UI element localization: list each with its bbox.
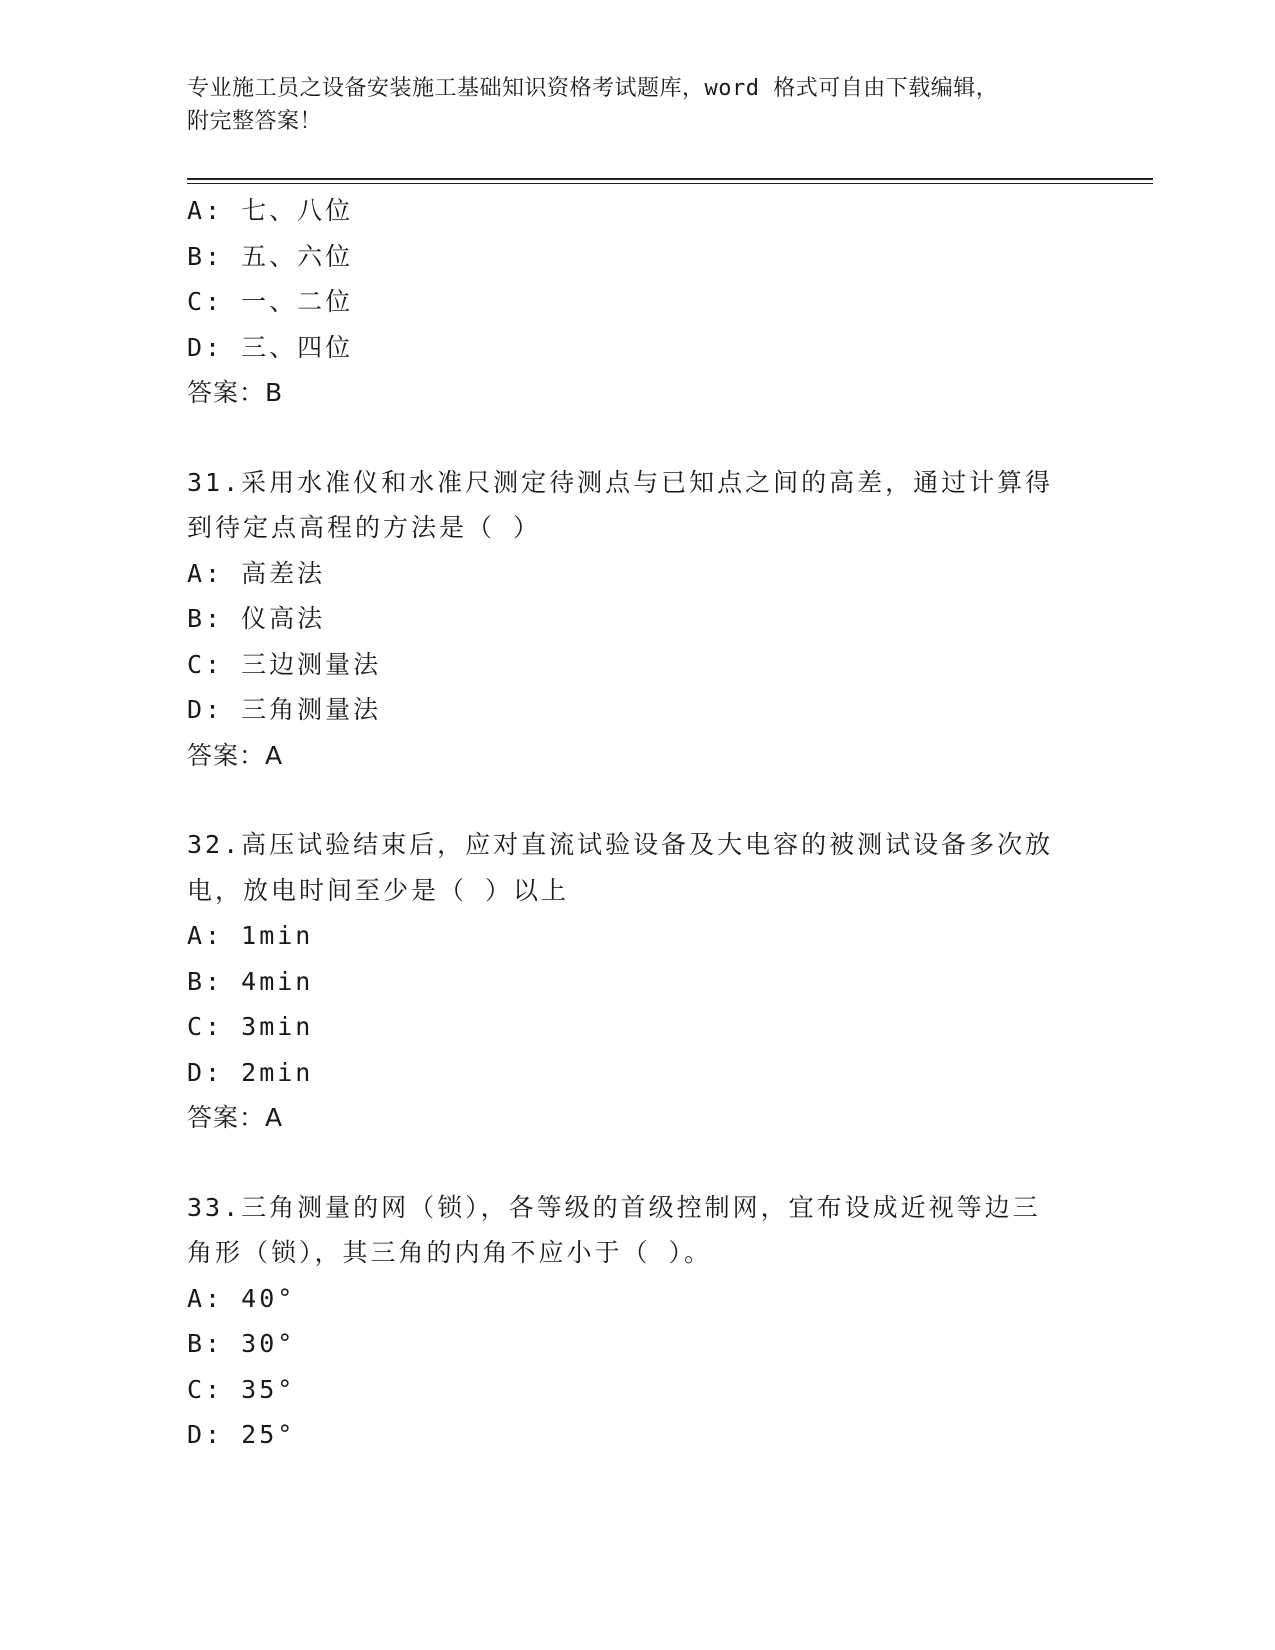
block-spacer (187, 1141, 1087, 1185)
question-text-line: 31.采用水准仪和水准尺测定待测点与已知点之间的高差，通过计算得 (187, 467, 1054, 497)
question-text-line: 角形（锁），其三角的内角不应小于（ ）。 (187, 1238, 713, 1267)
option-d: D: 三角测量法 (187, 695, 382, 724)
option-d: D: 25° (187, 1420, 296, 1449)
option-a: A: 七、八位 (187, 196, 354, 225)
option-c: C: 一、二位 (187, 287, 354, 316)
option-a: A: 高差法 (187, 558, 326, 588)
block-spacer (187, 416, 1087, 460)
document-header (187, 72, 1067, 138)
block-spacer (187, 778, 1087, 822)
question-text-line: 到待定点高程的方法是（ ） (187, 513, 542, 542)
header-line-1: 专业施工员之设备安装施工基础知识资格考试题库，word 格式可自由下载编辑， (187, 76, 999, 101)
option-d: D: 2min (187, 1057, 314, 1087)
answer-line: 答案：A (187, 740, 284, 770)
option-c: C: 三边测量法 (187, 649, 382, 679)
option-b: B: 30° (187, 1329, 296, 1358)
option-a: A: 1min (187, 921, 314, 950)
question-text-line: 33.三角测量的网（锁），各等级的首级控制网，宜布设成近视等边三 (187, 1192, 1041, 1222)
question-block (187, 1185, 1087, 1458)
option-c: C: 35° (187, 1374, 296, 1404)
answer-line: 答案：A (187, 1103, 284, 1132)
question-text-line: 32.高压试验结束后，应对直流试验设备及大电容的被测试设备多次放 (187, 830, 1054, 859)
option-b: B: 五、六位 (187, 241, 354, 271)
header-line-2: 附完整答案！ (187, 109, 323, 134)
option-c: C: 3min (187, 1012, 314, 1041)
option-a: A: 40° (187, 1283, 296, 1313)
question-block (187, 460, 1087, 779)
header-divider-thin (187, 183, 1153, 184)
question-block (187, 822, 1087, 1141)
header-divider-thick (187, 178, 1153, 180)
question-text-line: 电，放电时间至少是（ ）以上 (187, 875, 570, 905)
option-b: B: 4min (187, 966, 314, 996)
option-b: B: 仪高法 (187, 604, 326, 633)
option-d: D: 三、四位 (187, 332, 354, 362)
question-block (187, 188, 1087, 416)
question-list (187, 188, 1087, 1458)
answer-line: 答案：B (187, 378, 284, 407)
